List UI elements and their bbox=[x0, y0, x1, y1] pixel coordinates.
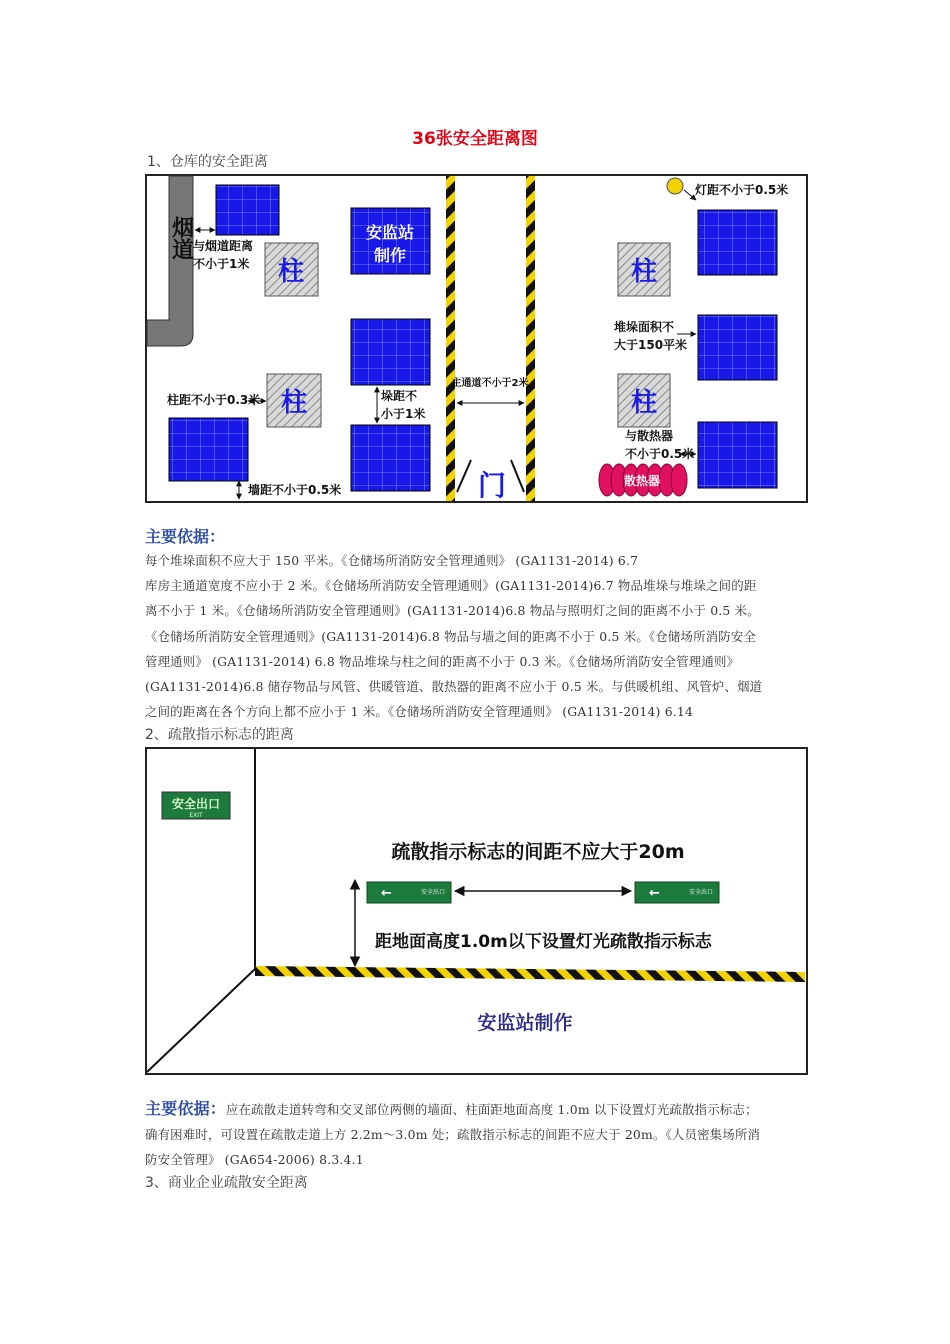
stack bbox=[169, 418, 248, 481]
stack bbox=[698, 315, 777, 380]
svg-text:柱: 柱 bbox=[630, 388, 658, 418]
warehouse-diagram bbox=[145, 174, 808, 504]
spacing-label: 疏散指示标志的间距不应大于20m bbox=[391, 841, 685, 863]
svg-text:不小于1米: 不小于1米 bbox=[193, 257, 250, 271]
svg-text:制作: 制作 bbox=[373, 246, 407, 265]
svg-text:安监站: 安监站 bbox=[365, 223, 415, 242]
svg-text:安全出口: 安全出口 bbox=[420, 889, 446, 896]
svg-text:小于1米: 小于1米 bbox=[381, 407, 426, 421]
svg-text:主通道不小于2米: 主通道不小于2米 bbox=[451, 378, 529, 389]
pillar-label: 柱 bbox=[277, 257, 305, 287]
door-label: 门 bbox=[477, 469, 507, 502]
maker-label: 安监站制作 bbox=[477, 1012, 573, 1034]
stack bbox=[216, 185, 279, 235]
svg-text:不小于0.5米: 不小于0.5米 bbox=[625, 447, 695, 461]
exit-sign-left bbox=[367, 882, 451, 903]
evacuation-sign-diagram bbox=[145, 747, 808, 1075]
svg-text:安全出口: 安全出口 bbox=[171, 797, 221, 811]
aisle-stripe bbox=[446, 176, 455, 501]
svg-text:←: ← bbox=[649, 886, 660, 901]
svg-text:EXIT: EXIT bbox=[189, 812, 203, 819]
basis-heading-1: 主要依据： bbox=[145, 527, 226, 546]
svg-text:堆垛面积不: 堆垛面积不 bbox=[614, 320, 675, 334]
stack bbox=[698, 422, 777, 488]
section-1-heading: 1、仓库的安全距离 bbox=[147, 154, 268, 170]
svg-text:大于150平米: 大于150平米 bbox=[614, 338, 688, 352]
chimney-label: 烟道 bbox=[168, 216, 194, 260]
basis-text-1: 每个堆垛面积不应大于 150 平米。《仓储场所消防安全管理通则》 (GA1131-2014) 6.7 库房主通道宽度不应小于 2 米。《仓储场所消防安全管理通则》(GA1131-2014)6.7 物品堆垛与堆垛之间的距 离不小于 1 米。《仓储场所消防安全管理通则》(GA1131-2014)6.8 物品与照明灯之间的距离不小于 0.5 米。 《仓储场所消防安全管理通则》(GA1131-2014)6.8 物品与墙之间的距离不小于 0.5 米。《仓储场所消防安全 管理通则》 (GA1131-2014) 6.8 物品堆垛与柱之间的距离不小于 0.3 米。《仓储场所消防安全管理通则》 (GA1131-2014)6.8 储存物品与风管、供暖管道、散热器的距离不应小于 0.5 米。与供暖机组、风管炉、烟道 之间的距离在各个方向上都不应小于 1 米。《仓储场所消防安全管理通则》 (GA1131-2014) 6.14 bbox=[145, 553, 763, 720]
page-title: 36张安全距离图 bbox=[412, 129, 538, 149]
svg-text:安全出口: 安全出口 bbox=[688, 889, 714, 896]
heater bbox=[599, 464, 687, 496]
svg-text:灯距不小于0.5米: 灯距不小于0.5米 bbox=[695, 183, 789, 197]
pillar-label: 柱 bbox=[280, 388, 308, 418]
svg-text:散热器: 散热器 bbox=[623, 474, 661, 488]
stack bbox=[351, 319, 430, 385]
svg-text:与烟道距离: 与烟道距离 bbox=[193, 239, 254, 253]
wall-exit-sign bbox=[162, 792, 230, 819]
svg-text:墙距不小于0.5米: 墙距不小于0.5米 bbox=[248, 483, 342, 497]
exit-sign-right bbox=[635, 882, 719, 903]
section-2-heading: 2、疏散指示标志的距离 bbox=[145, 727, 294, 743]
height-label: 距地面高度1.0m以下设置灯光疏散指示标志 bbox=[375, 932, 712, 952]
lamp bbox=[667, 178, 683, 194]
svg-text:柱距不小于0.3米: 柱距不小于0.3米 bbox=[167, 393, 261, 407]
section-3-heading: 3、商业企业疏散安全距离 bbox=[145, 1175, 308, 1191]
stack bbox=[698, 210, 777, 275]
svg-text:←: ← bbox=[381, 886, 392, 901]
svg-text:与散热器: 与散热器 bbox=[625, 429, 674, 443]
svg-text:垛距不: 垛距不 bbox=[381, 389, 418, 403]
svg-text:柱: 柱 bbox=[630, 257, 658, 287]
stack bbox=[351, 425, 430, 491]
aisle-stripe bbox=[526, 176, 535, 501]
basis-text-2: 主要依据：应在疏散走道转弯和交叉部位两侧的墙面、柱面距地面高度 1.0m 以下设置灯光疏散指示标志； 确有困难时，可设置在疏散走道上方 2.2m～3.0m 处；疏散指示标志的间距不应大于 20m。《人员密集场所消 防安全管理》 (GA654-2006) 8.3.4.1 bbox=[145, 1099, 761, 1167]
